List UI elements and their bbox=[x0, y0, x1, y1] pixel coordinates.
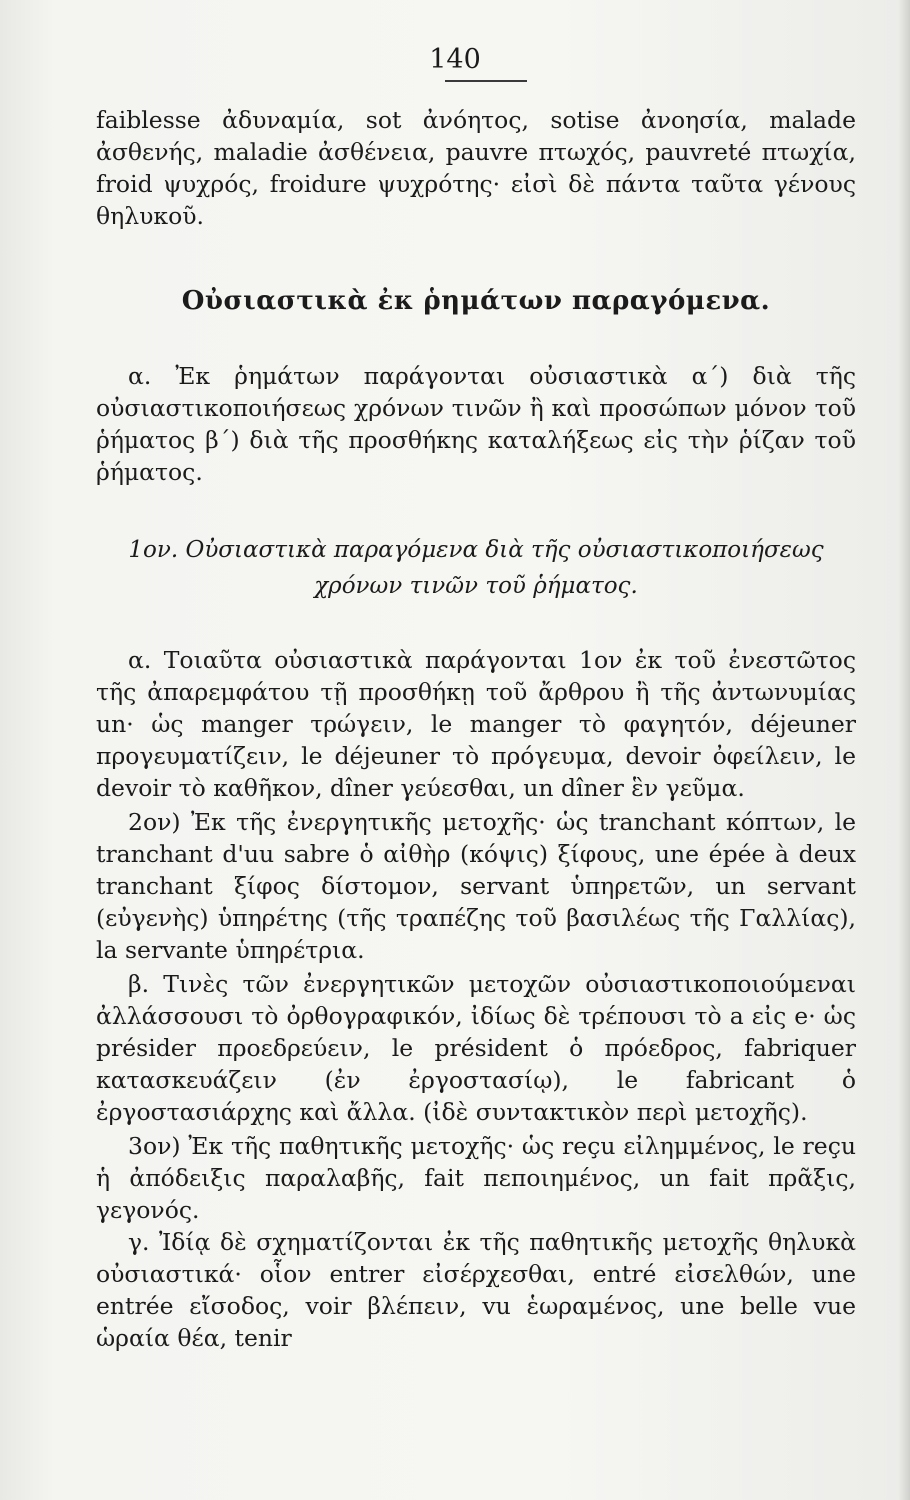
paragraph-derivation-intro: α. Ἐκ ῥημάτων παράγονται οὐσιαστικὰ α΄) διὰ τῆς οὐσιαστικοποιήσεως χρόνων τινῶν ἢ καὶ προσώπων μόνον τοῦ ῥήματος β΄) διὰ τῆς προσθήκης καταλήξεως εἰς τὴν ῥίζαν τοῦ ῥήματος. bbox=[96, 362, 856, 486]
subsection-heading-line-1: 1ον. Οὐσιαστικὰ παραγόμενα διὰ τῆς οὐσιαστικοποιήσεως bbox=[128, 537, 824, 563]
paragraph-orthographic-change: β. Τινὲς τῶν ἐνεργητικῶν μετοχῶν οὐσιαστικοποιούμεναι ἀλλάσσουσι τὸ ὀρθογραφικόν, ἰδίως δὲ τρέπουσι τὸ a εἰς e· ὡς présider προεδρεύειν, le président ὁ πρόεδρος, fabriquer κατασκευάζειν (ἐν ἐργοστασίῳ), le fabricant ὁ ἐργοστασιάρχης καὶ ἄλλα. (ἰδὲ συντακτικὸν περὶ μετοχῆς). bbox=[96, 970, 856, 1126]
paragraph-feminine-participle-nouns: γ. Ἰδίᾳ δὲ σχηματίζονται ἐκ τῆς παθητικῆς μετοχῆς θηλυκὰ οὐσιαστικά· οἷον entrer εἰσέρχεσθαι, entré εἰσελθών, une entrée εἴσοδος, voir βλέπειν, vu ἑωραμένος, une belle vue ὡραία θέα, tenir bbox=[96, 1228, 856, 1352]
paragraph-feminine-nouns: faiblesse ἀδυναμία, sot ἀνόητος, sotise ἀνοησία, malade ἀσθενής, maladie ἀσθένεια, pauvre πτωχός, pauvreté πτωχία, froid ψυχρός, froidure ψυχρότης· εἰσὶ δὲ πάντα ταῦτα γένους θηλυκοῦ. bbox=[96, 106, 856, 230]
subsection-heading-line-2: χρόνων τινῶν τοῦ ῥήματος. bbox=[314, 573, 638, 599]
subsection-heading-substantivization bbox=[96, 532, 856, 604]
paragraph-infinitive-nouns: α. Τοιαῦτα οὐσιαστικὰ παράγονται 1ον ἐκ τοῦ ἐνεστῶτος τῆς ἀπαρεμφάτου τῇ προσθήκῃ τοῦ ἄρθρου ἢ τῆς ἀντωνυμίας un· ὡς manger τρώγειν, le manger τὸ φαγητόν, déjeuner προγευματίζειν, le déjeuner τὸ πρόγευμα, devoir ὀφείλειν, le devoir τὸ καθῆκον, dîner γεύεσθαι, un dîner ἓν γεῦμα. bbox=[96, 646, 856, 802]
page-number-rule bbox=[445, 80, 527, 82]
page-number: 140 bbox=[429, 44, 481, 75]
paragraph-active-participle: 2ον) Ἐκ τῆς ἐνεργητικῆς μετοχῆς· ὡς tranchant κόπτων, le tranchant d'uu sabre ὁ αἰθὴρ (κόψις) ξίφους, une épée à deux tranchant ξίφος δίστομον, servant ὑπηρετῶν, un servant (εὐγενὴς) ὑπηρέτης (τῆς τραπέζης τοῦ βασιλέως τῆς Γαλλίας), la servante ὑπηρέτρια. bbox=[96, 808, 856, 964]
paragraph-passive-participle: 3ον) Ἐκ τῆς παθητικῆς μετοχῆς· ὡς reçu εἰλημμένος, le reçu ἡ ἀπόδειξις παραλαβῆς, fait πεποιημένος, un fait πρᾶξις, γεγονός. bbox=[96, 1132, 856, 1224]
page-body bbox=[96, 104, 856, 1354]
page-edge-shadow bbox=[898, 0, 910, 1500]
section-heading-verbal-nouns: Οὐσιαστικὰ ἐκ ῥημάτων παραγόμενα. bbox=[181, 286, 771, 316]
